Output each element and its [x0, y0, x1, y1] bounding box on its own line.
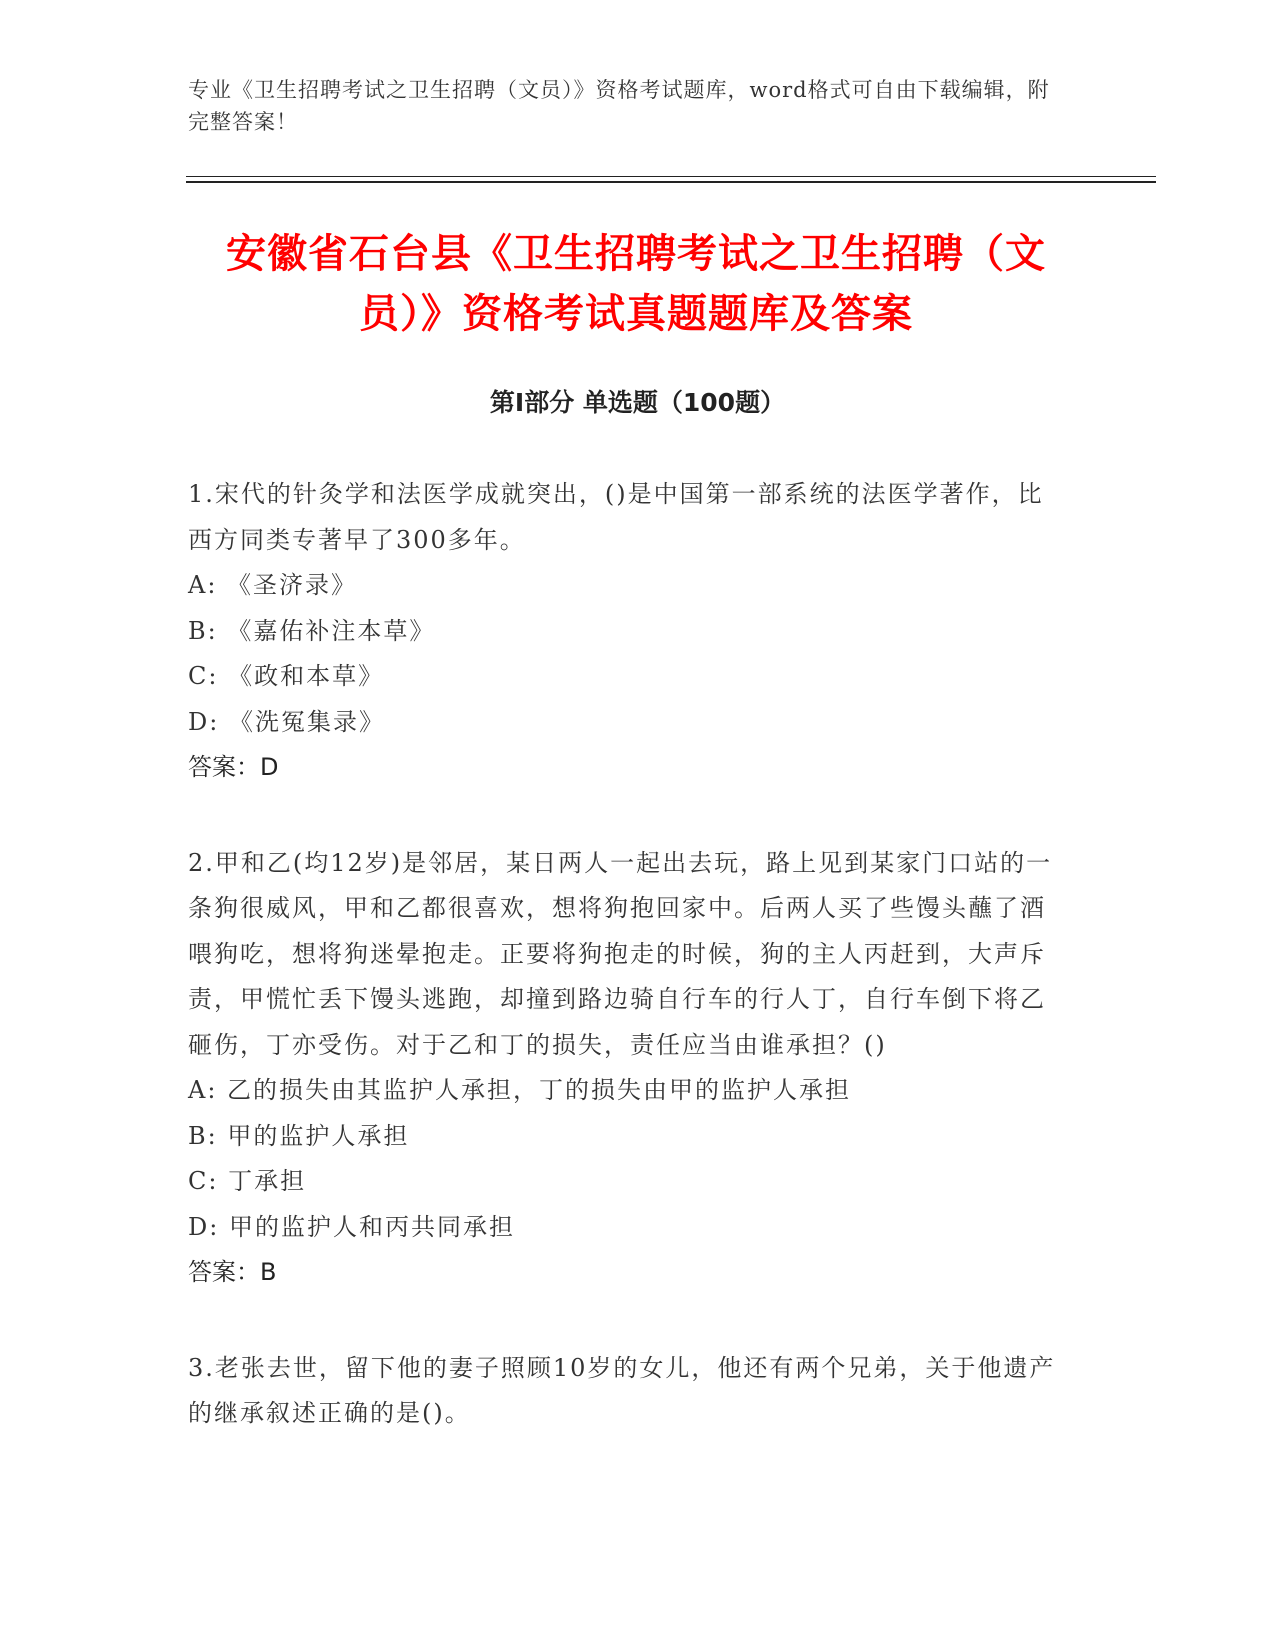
question-stem: 2.甲和乙(均12岁)是邻居，某日两人一起出去玩，路上见到某家门口站的一条狗很威风，甲和乙都很喜欢，想将狗抱回家中。后两人买了些馒头蘸了酒喂狗吃，想将狗迷晕抱走。正要将狗抱走的时候，狗的主人丙赶到，大声斥责，甲慌忙丢下馒头逃跑，却撞到路边骑自行车的行人丁，自行车倒下将乙砸伤，丁亦受伤。对于乙和丁的损失，责任应当由谁承担？() [188, 848, 1053, 1059]
question-stem: 3.老张去世，留下他的妻子照顾10岁的女儿，他还有两个兄弟，关于他遗产的继承叙述正确的是()。 [188, 1353, 1056, 1427]
answer-value: D [260, 753, 279, 781]
question-1 [188, 472, 1068, 791]
question-3 [188, 1346, 1068, 1437]
answer-line [188, 1250, 1068, 1296]
question-2 [188, 841, 1068, 1296]
header-divider-thick [186, 181, 1156, 183]
question-list [188, 472, 1068, 1487]
header-note: 专业《卫生招聘考试之卫生招聘（文员）》资格考试题库，word格式可自由下载编辑，附完整答案！ [188, 78, 1050, 134]
option-c: C: 丁承担 [188, 1167, 307, 1195]
answer-value: B [260, 1258, 277, 1286]
answer-label: 答案： [188, 753, 260, 781]
option-a: A: 《圣济录》 [188, 571, 358, 599]
option-d: D: 甲的监护人和丙共同承担 [188, 1212, 515, 1241]
option-c: C: 《政和本草》 [188, 662, 385, 690]
option-b: B: 《嘉佑补注本草》 [188, 616, 436, 645]
header-divider-thin [186, 176, 1156, 177]
option-b: B: 甲的监护人承担 [188, 1121, 410, 1150]
section-title: 第Ⅰ部分 单选题（100题） [489, 388, 786, 417]
answer-line [188, 745, 1068, 791]
answer-label: 答案： [188, 1258, 260, 1286]
document-title: 安徽省石台县《卫生招聘考试之卫生招聘（文员）》资格考试真题题库及答案 [226, 231, 1046, 337]
option-a: A: 乙的损失由其监护人承担，丁的损失由甲的监护人承担 [188, 1076, 852, 1104]
option-d: D: 《洗冤集录》 [188, 707, 385, 736]
question-stem: 1.宋代的针灸学和法医学成就突出，()是中国第一部系统的法医学著作，比西方同类专著早了300多年。 [188, 480, 1044, 554]
